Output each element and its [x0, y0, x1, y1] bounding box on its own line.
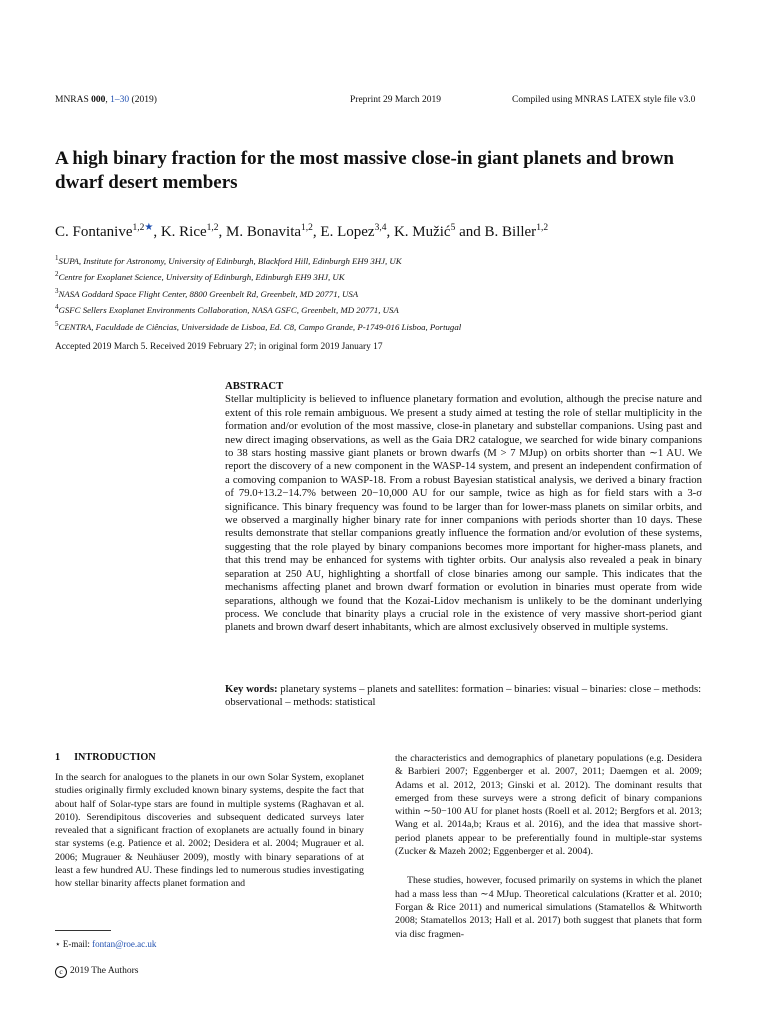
paper-title: A high binary fraction for the most massive close-in giant planets and brown dwarf desert members: [55, 148, 674, 193]
author-name: K. Mužić: [393, 224, 451, 240]
author-affiliation-marker: 1,2: [206, 223, 219, 233]
email-link[interactable]: fontan@roe.ac.uk: [92, 939, 157, 949]
footnote-label: E-mail:: [62, 939, 90, 949]
preprint-date: Preprint 29 March 2019: [350, 95, 442, 105]
copyright: [55, 966, 138, 978]
journal-volume: 000: [91, 95, 106, 105]
author-separator: and: [455, 224, 485, 240]
affiliation-text: NASA Goddard Space Flight Center, 8800 Greenbelt Rd, Greenbelt, MD 20771, USA: [58, 288, 359, 299]
pages-link[interactable]: 1–30: [110, 95, 130, 105]
journal-name: MNRAS: [55, 95, 89, 105]
introduction-right-column: [395, 752, 702, 941]
section-heading: [55, 752, 364, 763]
author-name: B. Biller: [484, 224, 537, 240]
compiled-note: Compiled using MNRAS LATEX style file v3.0: [512, 95, 696, 105]
author-affiliation-marker: 3,4: [374, 223, 387, 233]
affiliation-text: SUPA, Institute for Astronomy, University of Edinburgh, Blackford Hill, Edinburgh EH9 3HJ, UK: [58, 255, 402, 266]
intro-paragraph-1: In the search for analogues to the planets in our own Solar System, exoplanet studies originally firmly excluded known binary systems, despite the fact that about half of Solar-type stars are found in multiple systems (Raghavan et al. 2010). Serendipitous discoveries and subsequent dedicated surveys later revealed that a significant fraction of exoplanets are actually found in binary star systems (e.g. Patience et al. 2002; Desidera et al. 2004; Mugrauer et al. 2006; Mugrauer & Neuhäuser 2009), mostly with binary separations of at least a few hundred AU. These findings led to numerous studies investigating how stellar binarity affects planet formation and: [55, 772, 364, 890]
affiliation-text: Centre for Exoplanet Science, University of Edinburgh, Edinburgh EH9 3HJ, UK: [58, 272, 345, 283]
keywords-text: planetary systems – planets and satellites: formation – binaries: visual – binaries: close – methods: observational – methods: statistical: [225, 683, 702, 709]
author-separator: ,: [312, 224, 321, 240]
abstract-text: Stellar multiplicity is believed to influence planetary formation and evolution, although the precise nature and extent of this role remain ambiguous. We present a study aimed at testing the role of stellar multiplicity in the formation and/or evolution of the most massive, close-in planetary and substellar companions. Using past and new direct imaging observations, as well as the Gaia DR2 catalogue, we searched for wide binary companions to 38 stars hosting massive giant planets or brown dwarfs (M > 7 MJup) on orbits shorter than ∼1 AU. We report the discovery of a new component in the WASP-14 system, and present an independent confirmation of a comoving companion to WASP-18. From a robust Bayesian statistical analysis, we derived a binary fraction of 79.0+13.2−14.7% between 20−10,000 AU for our sample, twice as high as for field stars with a 3-σ significance. This binary frequency was found to be larger than for lower-mass planets on similar orbits, and we observed a marginally higher binary rate for inner companions with periods shorter than 10 days. These results demonstrate that stellar companions greatly influence the formation and/or evolution of these systems, suggesting that the role played by binary companions becomes more important for higher-mass planets, and that this trend may be enhanced for systems with tighter orbits. Our analysis also revealed a peak in binary separation at 250 AU, highlighting a shortfall of close binaries among our sample. This indicates that the mechanisms affecting planet and brown dwarf formation or evolution in binaries must operate from wide separations, although we found that the Kozai-Lidov mechanism is unlikely to be the dominant underlying process. We conclude that binarity plays a crucial role in the existence of very massive short-period giant planets and brown dwarf desert inhabitants, which are almost exclusively observed in multiple systems.: [225, 393, 702, 634]
introduction-left-column: [55, 752, 364, 891]
abstract-heading: ABSTRACT: [225, 380, 284, 392]
affiliation-number: 3: [55, 286, 59, 295]
intro-paragraph-1-continued: the characteristics and demographics of planetary populations (e.g. Desidera & Barbieri 2007; Eggenberger et al. 2007, 2011; Daemgen et al. 2009; Adams et al. 2012, 2013; Ginski et al. 2012). The dominant results that emerged from these surveys were a strong deficit of binary companions within ∼50−100 AU for planet hosts (Roell et al. 2012; Bergfors et al. 2013; Wang et al. 2014a,b; Kraus et al. 2016), and the idea that massive short-period planets appear to be preferentially found in multiple-star systems (Zucker & Mazeh 2002; Eggenberger et al. 2004).: [395, 753, 702, 858]
author-name: K. Rice: [160, 224, 207, 240]
accepted-dates: Accepted 2019 March 5. Received 2019 February 27; in original form 2019 January 17: [55, 342, 383, 352]
footnote-rule: [55, 930, 111, 931]
journal-reference: MNRAS 000, 1–30 (2019): [55, 95, 157, 105]
intro-paragraph-2: These studies, however, focused primarily on systems in which the planet had a mass less than ∼4 MJup. Theoretical calculations (Kratter et al. 2010; Forgan & Rice 2011) and numerical simulations (Stamatellos & Whitworth 2008; Stamatellos 2013; Hall et al. 2017) both suggest that planets that form via disc fragmen-: [395, 875, 702, 940]
copyright-text: 2019 The Authors: [70, 966, 139, 976]
section-number: 1: [55, 752, 61, 763]
affiliation-number: 2: [55, 270, 59, 279]
author-name: E. Lopez: [320, 224, 375, 240]
copyright-icon: c: [55, 966, 67, 978]
affiliation-list: [55, 252, 461, 334]
author-name: M. Bonavita: [226, 224, 302, 240]
affiliation-text: CENTRA, Faculdade de Ciências, Universidade de Lisboa, Ed. C8, Campo Grande, P-1749-016 Lisboa, Portugal: [58, 321, 462, 332]
affiliation-item: [55, 268, 461, 284]
footnote-star-icon: ⋆: [55, 939, 61, 949]
author-affiliation-marker: 1,2: [301, 223, 313, 233]
affiliation-number: 1: [55, 254, 59, 262]
author-name: C. Fontanive: [55, 224, 133, 240]
affiliation-item: [55, 318, 461, 334]
author-affiliation-marker: 1,2: [536, 223, 549, 233]
author-affiliation-marker: 5: [450, 223, 456, 233]
affiliation-item: [55, 301, 461, 317]
author-list: [55, 222, 548, 241]
affiliation-item: [55, 285, 461, 301]
affiliation-number: 4: [55, 303, 59, 312]
affiliation-number: 5: [55, 319, 59, 328]
section-title: INTRODUCTION: [74, 752, 156, 763]
affiliation-text: GSFC Sellers Exoplanet Environments Collaboration, NASA GSFC, Greenbelt, MD 20771, USA: [58, 305, 399, 316]
author-separator: ,: [386, 224, 394, 240]
keywords-label: Key words:: [225, 683, 278, 695]
corresponding-star-icon: ★: [144, 222, 154, 233]
author-separator: ,: [153, 224, 161, 240]
author-separator: ,: [218, 224, 227, 240]
abstract: [225, 380, 702, 635]
footnote: [55, 939, 156, 950]
keywords: [225, 683, 702, 710]
affiliation-item: [55, 252, 461, 268]
author-affiliation-marker: 1,2: [132, 223, 145, 233]
journal-year: (2019): [131, 95, 157, 105]
